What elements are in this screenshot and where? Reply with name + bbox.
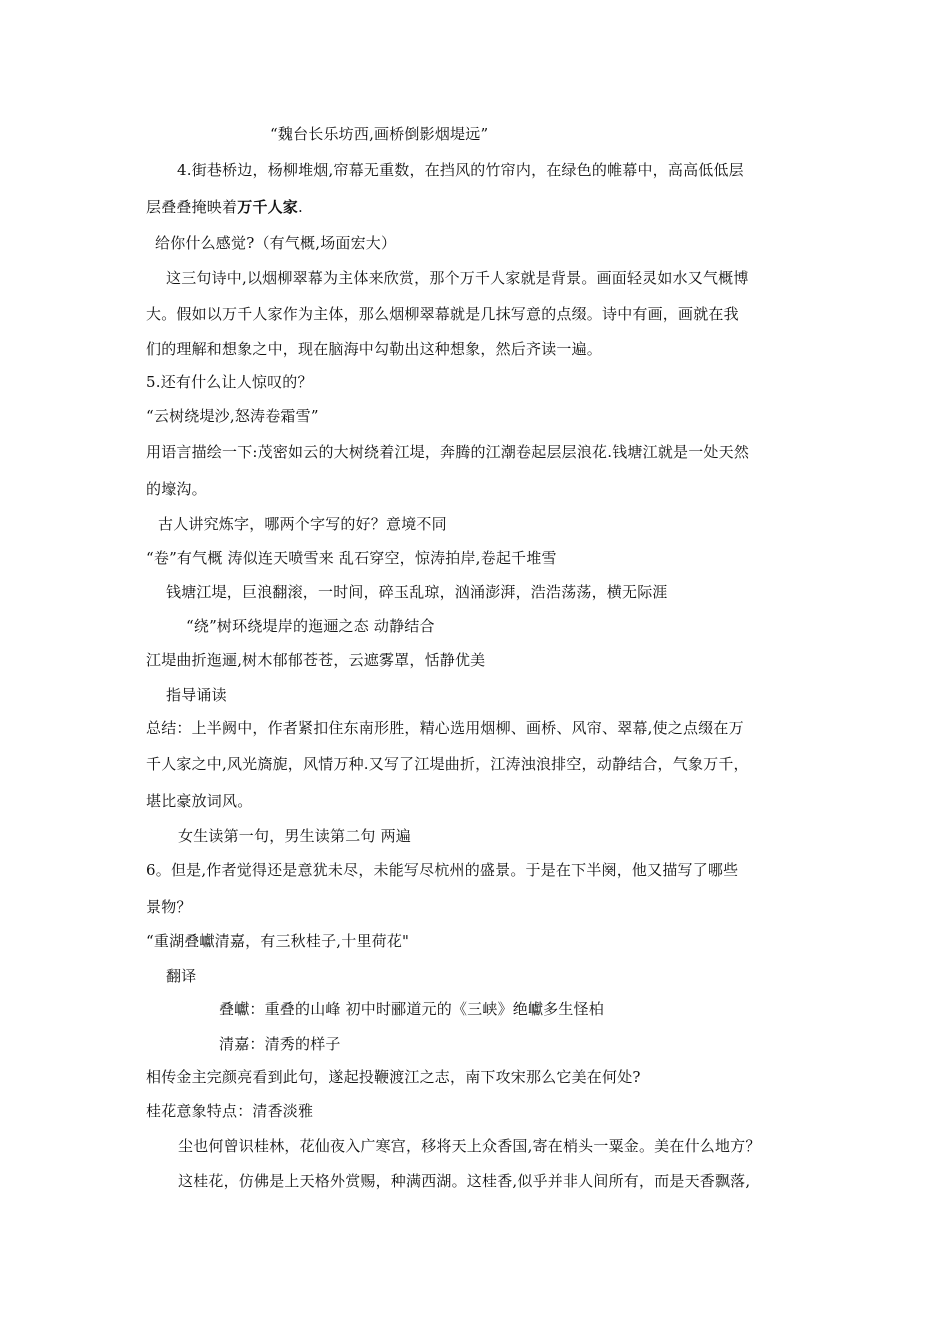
paragraph-line: 江堤曲折迤逦,树木郁郁苍苍，云遮雾罩，恬静优美	[146, 651, 486, 669]
paragraph-line: 尘也何曾识桂林，花仙夜入广寒宫，移将天上众香国,寄在梢头一粟金。美在什么地方？	[178, 1137, 761, 1155]
paragraph-line: “卷”有气概 涛似连天喷雪来 乱石穿空，惊涛拍岸,卷起千堆雪	[146, 549, 557, 567]
question-line: 5.还有什么让人惊叹的？	[146, 373, 313, 391]
paragraph-line-with-emphasis	[146, 197, 303, 217]
emphasis-text: 万千人家	[237, 198, 299, 216]
text-span: 层叠叠掩映着	[146, 198, 238, 216]
paragraph-line: 古人讲究炼字，哪两个字写的好？意境不同	[158, 515, 447, 533]
paragraph-line: 的壕沟。	[146, 480, 207, 498]
summary-line: 堪比豪放词风。	[146, 792, 253, 810]
question-line: 景物？	[146, 898, 192, 916]
glossary-line: 叠巘：重叠的山峰 初中时郦道元的《三峡》绝巘多生怪柏	[219, 1000, 604, 1018]
paragraph-line: “绕”树环绕堤岸的迤逦之态 动静结合	[186, 617, 435, 635]
section-heading: 翻译	[166, 967, 197, 985]
paragraph-line: 们的理解和想象之中，现在脑海中勾勒出这种想象，然后齐读一遍。	[146, 340, 603, 358]
paragraph-line: 桂花意象特点：清香淡雅	[146, 1102, 314, 1120]
paragraph-line: 大。假如以万千人家作为主体，那么烟柳翠幕就是几抹写意的点缀。诗中有画，画就在我	[146, 305, 739, 323]
question-line: 6。但是,作者觉得还是意犹未尽，未能写尽杭州的盛景。于是在下半阕，他又描写了哪些	[146, 861, 739, 879]
paragraph-line: 用语言描绘一下:茂密如云的大树绕着江堤，奔腾的江潮卷起层层浪花.钱塘江就是一处天然	[146, 443, 750, 461]
quote-line: “云树绕堤沙,怒涛卷霜雪”	[146, 407, 319, 425]
quote-line: “魏台长乐坊西,画桥倒影烟堤远”	[270, 125, 489, 143]
question-line: 给你什么感觉?（有气概,场面宏大）	[155, 234, 397, 252]
paragraph-line: 钱塘江堤，巨浪翻滚，一时间，碎玉乱琼，汹涌澎湃，浩浩荡荡，横无际涯	[166, 583, 668, 601]
quote-line: “重湖叠巘清嘉，有三秋桂子,十里荷花"	[146, 932, 410, 950]
summary-line: 总结：上半阙中，作者紧扣住东南形胜，精心选用烟柳、画桥、风帘、翠幕,使之点缀在万	[146, 719, 744, 737]
paragraph-line: 4.街巷桥边，杨柳堆烟,帘幕无重数，在挡风的竹帘内，在绿色的帷幕中，高高低低层	[177, 161, 744, 179]
text-span: .	[298, 198, 303, 216]
paragraph-line: 这三句诗中,以烟柳翠幕为主体来欣赏，那个万千人家就是背景。画面轻灵如水又气概博	[166, 269, 749, 287]
paragraph-line: 相传金主完颜亮看到此句，遂起投鞭渡江之志，南下攻宋那么它美在何处?	[146, 1068, 641, 1086]
paragraph-line: 这桂花，仿佛是上天格外赏赐，种满西湖。这桂香,似乎并非人间所有，而是天香飘落,	[178, 1172, 751, 1190]
summary-line: 千人家之中,风光旖旎，风情万种.又写了江堤曲折，江涛浊浪排空，动静结合，气象万千，	[146, 755, 749, 773]
instruction-line: 女生读第一句，男生读第二句 两遍	[178, 827, 411, 845]
section-heading: 指导诵读	[166, 686, 227, 704]
glossary-line: 清嘉：清秀的样子	[219, 1035, 341, 1053]
